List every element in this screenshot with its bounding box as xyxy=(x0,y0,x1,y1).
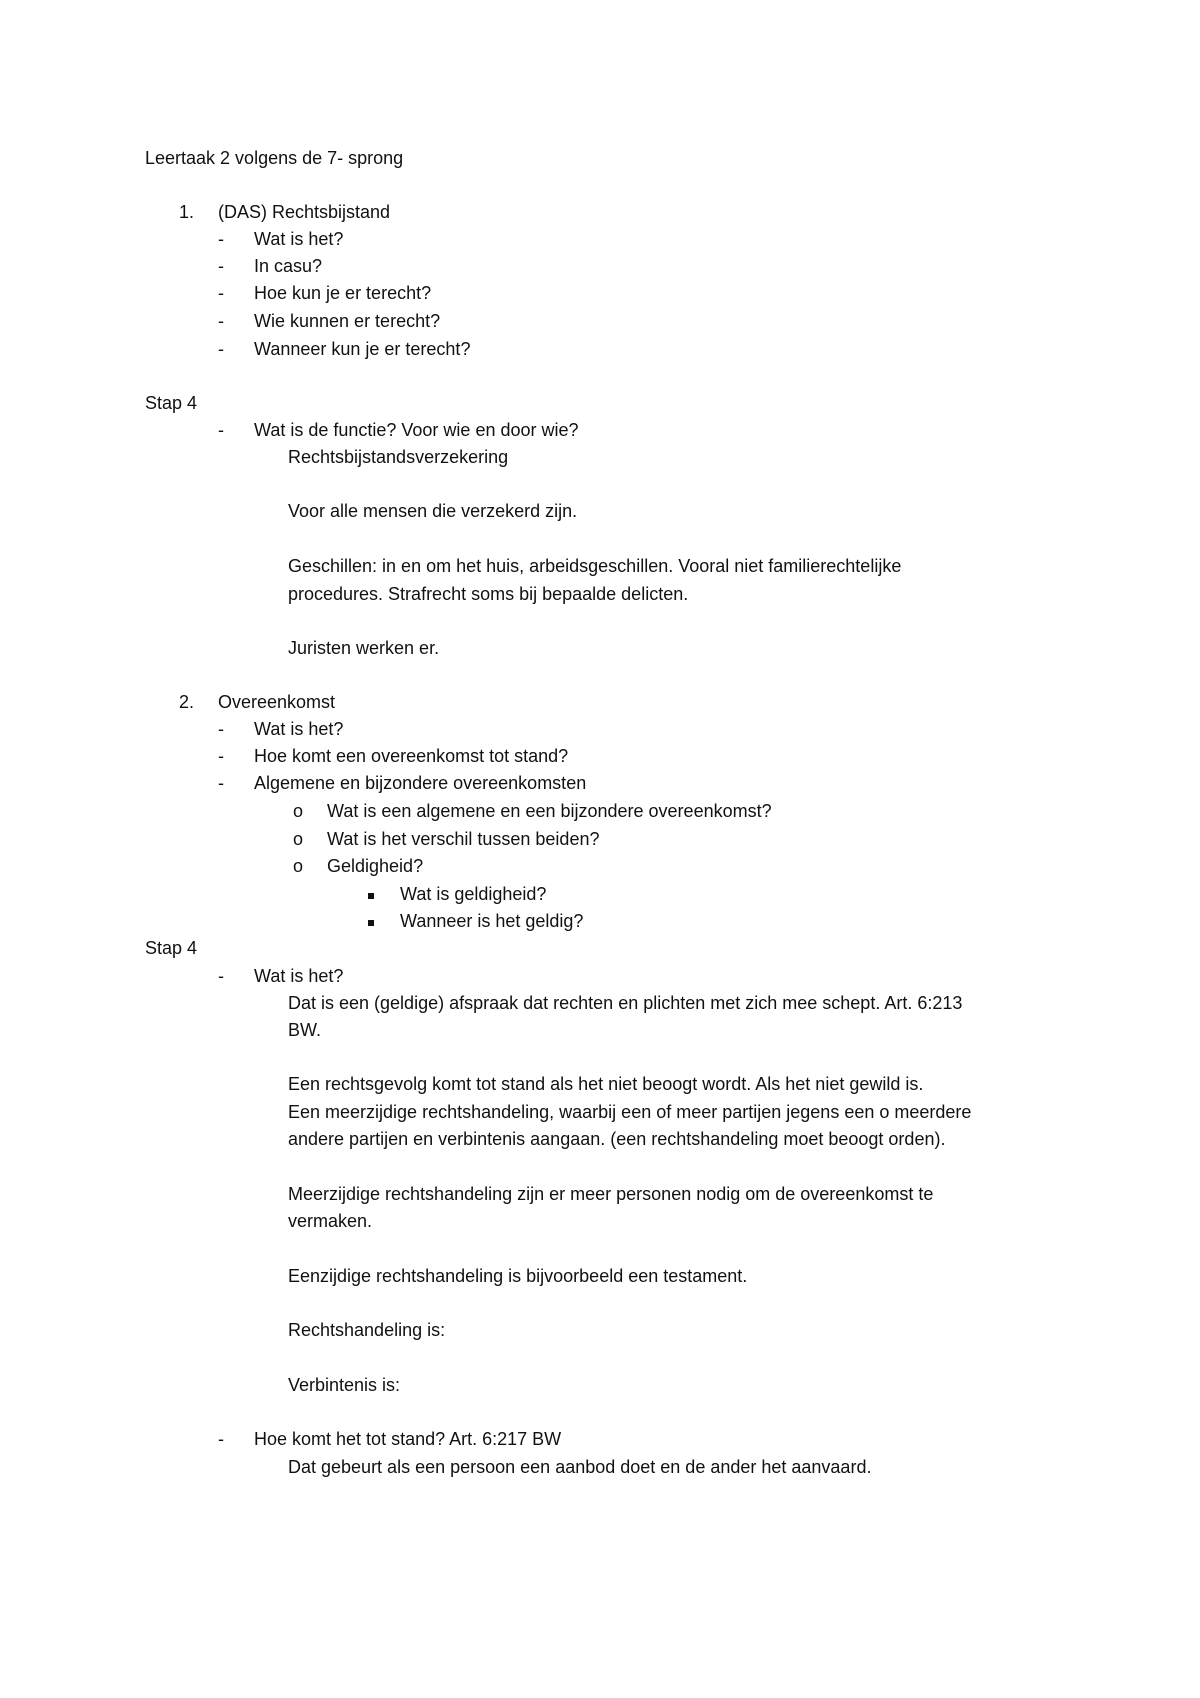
dash-marker: - xyxy=(218,1429,224,1449)
list-item: Wat is het? xyxy=(254,966,344,986)
answer-line: Geschillen: in en om het huis, arbeidsgeschillen. Vooral niet familierechtelijke xyxy=(288,556,902,576)
document-title: Leertaak 2 volgens de 7- sprong xyxy=(145,148,404,168)
list-item: In casu? xyxy=(254,256,323,276)
answer-line: vermaken. xyxy=(288,1211,373,1231)
dash-marker: - xyxy=(218,773,224,793)
step-label: Stap 4 xyxy=(145,393,198,413)
answer-line: Dat is een (geldige) afspraak dat rechten en plichten met zich mee schept. Art. 6:213 xyxy=(288,993,963,1013)
answer-line: Eenzijdige rechtshandeling is bijvoorbeeld een testament. xyxy=(288,1266,748,1286)
answer-line: Juristen werken er. xyxy=(288,638,440,658)
circle-marker: o xyxy=(293,829,304,849)
list-item: Wat is het? xyxy=(254,229,344,249)
answer-line: Voor alle mensen die verzekerd zijn. xyxy=(288,501,578,521)
dash-marker: - xyxy=(218,229,224,249)
sub-sub-list-item: Wat is geldigheid? xyxy=(400,884,547,904)
square-bullet-icon xyxy=(368,920,374,926)
list-number: 2. xyxy=(178,692,194,712)
list-item: Algemene en bijzondere overeenkomsten xyxy=(254,773,587,793)
answer-line: Een rechtsgevolg komt tot stand als het niet beoogt wordt. Als het niet gewild is. xyxy=(288,1074,924,1094)
step-label: Stap 4 xyxy=(145,938,198,958)
list-item: Hoe komt een overeenkomst tot stand? xyxy=(254,746,569,766)
circle-marker: o xyxy=(293,801,304,821)
answer-line: Verbintenis is: xyxy=(288,1375,401,1395)
list-number: 1. xyxy=(178,202,194,222)
list-item: Wie kunnen er terecht? xyxy=(254,311,441,331)
sub-list-item: Wat is het verschil tussen beiden? xyxy=(327,829,600,849)
dash-marker: - xyxy=(218,256,224,276)
list-item: Wat is het? xyxy=(254,719,344,739)
dash-marker: - xyxy=(218,719,224,739)
sub-sub-list-item: Wanneer is het geldig? xyxy=(400,911,584,931)
section-heading: (DAS) Rechtsbijstand xyxy=(218,202,391,222)
square-bullet-icon xyxy=(368,893,374,899)
answer-line: andere partijen en verbintenis aangaan. (een rechtshandeling moet beoogt orden). xyxy=(288,1129,946,1149)
circle-marker: o xyxy=(293,856,304,876)
answer-line: Dat gebeurt als een persoon een aanbod doet en de ander het aanvaard. xyxy=(288,1457,872,1477)
answer-line: Een meerzijdige rechtshandeling, waarbij een of meer partijen jegens een o meerdere xyxy=(288,1102,972,1122)
list-item: Wat is de functie? Voor wie en door wie? xyxy=(254,420,579,440)
answer-line: BW. xyxy=(288,1020,322,1040)
list-item: Hoe kun je er terecht? xyxy=(254,283,432,303)
dash-marker: - xyxy=(218,966,224,986)
answer-line: procedures. Strafrecht soms bij bepaalde delicten. xyxy=(288,584,689,604)
sub-list-item: Geldigheid? xyxy=(327,856,424,876)
answer-line: Rechtsbijstandsverzekering xyxy=(288,447,509,467)
answer-line: Rechtshandeling is: xyxy=(288,1320,446,1340)
dash-marker: - xyxy=(218,420,224,440)
section-heading: Overeenkomst xyxy=(218,692,336,712)
list-item: Hoe komt het tot stand? Art. 6:217 BW xyxy=(254,1429,562,1449)
dash-marker: - xyxy=(218,339,224,359)
dash-marker: - xyxy=(218,283,224,303)
dash-marker: - xyxy=(218,311,224,331)
answer-line: Meerzijdige rechtshandeling zijn er meer personen nodig om de overeenkomst te xyxy=(288,1184,934,1204)
sub-list-item: Wat is een algemene en een bijzondere overeenkomst? xyxy=(327,801,772,821)
dash-marker: - xyxy=(218,746,224,766)
list-item: Wanneer kun je er terecht? xyxy=(254,339,471,359)
